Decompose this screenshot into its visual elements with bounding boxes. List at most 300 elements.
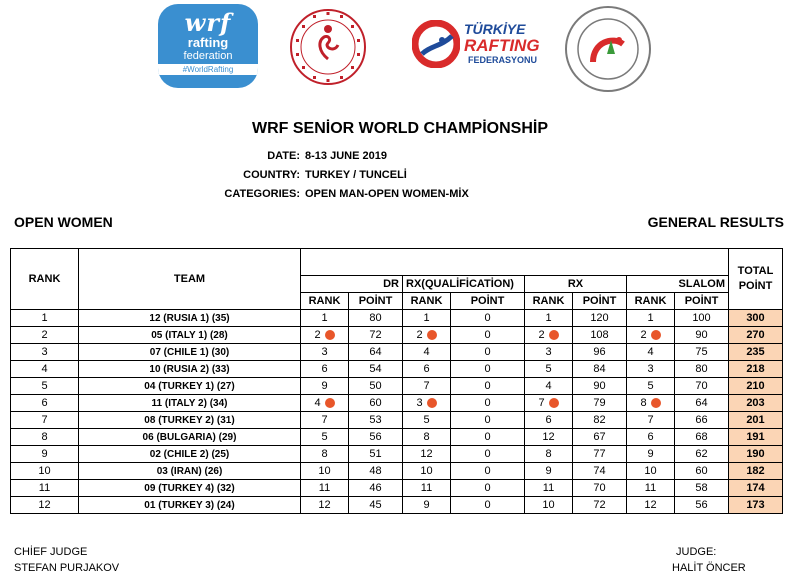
team-cell-text: 02 (CHILE 2) (25) [149, 448, 230, 460]
logo-strip [0, 0, 800, 100]
categories-row [218, 188, 469, 200]
total-cell-text: 270 [746, 329, 765, 341]
rxq-point-cell-text: 0 [484, 397, 491, 409]
dr-point-cell [349, 361, 403, 378]
page-title: WRF SENİOR WORLD CHAMPİONSHİP [252, 120, 548, 137]
slalom-rank-cell-text: 7 [647, 414, 654, 426]
rxq-point-cell-text: 0 [484, 499, 491, 511]
slalom-point-cell-text: 64 [695, 397, 708, 409]
slalom-rank-cell-text: 4 [647, 346, 654, 358]
rx-rank-cell-text: 7 [538, 397, 545, 409]
turkey-rafting-word3: FEDERASYONU [468, 55, 538, 65]
rx-rank-cell [525, 395, 573, 412]
slalom-point-cell-text: 66 [695, 414, 708, 426]
rank-cell-text: 1 [41, 312, 48, 324]
slalom-rank-cell-text: 10 [644, 465, 657, 477]
rx-rank-cell [525, 446, 573, 463]
table-row [11, 480, 783, 497]
slalom-point-cell-text: 75 [695, 346, 708, 358]
total-cell [729, 310, 783, 327]
country-value: TURKEY / TUNCELİ [305, 169, 407, 181]
rxq-point-cell [451, 395, 525, 412]
slalom-rank-cell [627, 327, 675, 344]
rxq-point-cell-text: 0 [484, 312, 491, 324]
rxq-point-cell [451, 463, 525, 480]
rank-cell [11, 310, 79, 327]
rx-point-cell-text: 108 [590, 329, 609, 341]
slalom-rank-cell-text: 5 [647, 380, 654, 392]
total-cell [729, 361, 783, 378]
slalom-rank-cell [627, 344, 675, 361]
slalom-rank-cell-text: 1 [647, 312, 654, 324]
rx-point-cell-text: 82 [593, 414, 606, 426]
rxq-rank-cell [403, 378, 451, 395]
rxq-point-cell [451, 429, 525, 446]
categories-value: OPEN MAN-OPEN WOMEN-MİX [305, 188, 469, 200]
dr-point-cell-text: 48 [369, 465, 382, 477]
slalom-point-cell [675, 361, 729, 378]
rxq-rank-cell [403, 344, 451, 361]
dr-rank-cell [301, 344, 349, 361]
rx-rank-cell [525, 412, 573, 429]
header-rank: RANK [11, 249, 79, 310]
dr-rank-cell [301, 412, 349, 429]
rank-cell-text: 5 [41, 380, 48, 392]
dr-rank-cell-text: 12 [318, 499, 331, 511]
slalom-rank-cell [627, 361, 675, 378]
date-value: 8-13 JUNE 2019 [305, 150, 387, 162]
rxq-rank-cell [403, 310, 451, 327]
header-total-line1: TOTAL [737, 265, 774, 277]
rxq-rank-cell [403, 463, 451, 480]
team-cell-text: 07 (CHILE 1) (30) [149, 346, 230, 358]
table-row [11, 361, 783, 378]
header-dr-rank: RANK [301, 293, 349, 310]
slalom-point-cell [675, 463, 729, 480]
dr-rank-cell [301, 446, 349, 463]
turkey-rafting-logo [412, 18, 542, 78]
slalom-rank-cell [627, 310, 675, 327]
developing-sports-federation-logo [563, 4, 653, 94]
rx-rank-cell [525, 480, 573, 497]
rx-rank-cell [525, 361, 573, 378]
dr-rank-cell [301, 395, 349, 412]
rxq-rank-cell-text: 7 [423, 380, 430, 392]
rxq-rank-cell [403, 446, 451, 463]
dr-rank-cell-text: 2 [314, 329, 321, 341]
dr-rank-cell-text: 10 [318, 465, 331, 477]
rx-point-cell [573, 395, 627, 412]
rx-point-cell-text: 74 [593, 465, 606, 477]
rxq-point-cell-text: 0 [484, 414, 491, 426]
marker-dot [549, 398, 559, 408]
header-group-dr: DR [301, 276, 403, 293]
dr-point-cell-text: 80 [369, 312, 382, 324]
slalom-point-cell [675, 310, 729, 327]
marker-dot [427, 330, 437, 340]
dr-rank-cell [301, 327, 349, 344]
rxq-point-cell [451, 361, 525, 378]
header-total [729, 249, 783, 310]
team-cell-text: 03 (IRAN) (26) [156, 465, 223, 477]
rxq-point-cell [451, 412, 525, 429]
marker-dot [325, 330, 335, 340]
marker-dot [427, 398, 437, 408]
rxq-point-cell-text: 0 [484, 346, 491, 358]
team-cell [79, 310, 301, 327]
slalom-rank-cell-text: 6 [647, 431, 654, 443]
slalom-point-cell [675, 378, 729, 395]
team-cell-text: 05 (ITALY 1) (28) [151, 329, 228, 341]
rxq-point-cell [451, 327, 525, 344]
dr-rank-cell [301, 463, 349, 480]
rxq-rank-cell-text: 10 [420, 465, 433, 477]
rxq-rank-cell-text: 2 [416, 329, 423, 341]
chief-judge-block [14, 544, 119, 575]
rxq-rank-cell-text: 3 [416, 397, 423, 409]
turkey-rafting-word2: RAFTING [464, 36, 540, 55]
slalom-point-cell [675, 429, 729, 446]
dr-point-cell [349, 412, 403, 429]
rx-point-cell-text: 70 [593, 482, 606, 494]
rank-cell [11, 480, 79, 497]
wrf-logo [158, 4, 258, 88]
rxq-point-cell [451, 480, 525, 497]
dr-rank-cell-text: 1 [321, 312, 328, 324]
rx-rank-cell [525, 378, 573, 395]
slalom-rank-cell [627, 463, 675, 480]
slalom-point-cell-text: 56 [695, 499, 708, 511]
dr-rank-cell [301, 480, 349, 497]
dr-point-cell-text: 72 [369, 329, 382, 341]
rx-rank-cell-text: 8 [545, 448, 552, 460]
rank-cell [11, 378, 79, 395]
table-row [11, 378, 783, 395]
marker-dot [325, 398, 335, 408]
rank-cell [11, 361, 79, 378]
rxq-rank-cell [403, 412, 451, 429]
team-cell-text: 09 (TURKEY 4) (32) [144, 482, 235, 494]
judge-block [672, 544, 746, 575]
marker-dot [549, 330, 559, 340]
total-cell-text: 173 [746, 499, 765, 511]
total-cell [729, 429, 783, 446]
rxq-point-cell-text: 0 [484, 448, 491, 460]
slalom-point-cell-text: 90 [695, 329, 708, 341]
rx-rank-cell-text: 12 [542, 431, 555, 443]
dr-point-cell-text: 60 [369, 397, 382, 409]
header-group-rx: RX [525, 276, 627, 293]
rx-rank-cell-text: 6 [545, 414, 552, 426]
slalom-point-cell [675, 395, 729, 412]
rxq-rank-cell-text: 8 [423, 431, 430, 443]
table-row [11, 344, 783, 361]
dr-rank-cell-text: 6 [321, 363, 328, 375]
rx-rank-cell-text: 11 [542, 482, 555, 494]
chief-judge-name: STEFAN PURJAKOV [14, 562, 120, 574]
rx-rank-cell-text: 2 [538, 329, 545, 341]
header-total-line2: POİNT [738, 280, 773, 292]
dr-point-cell-text: 46 [369, 482, 382, 494]
dr-point-cell [349, 395, 403, 412]
team-cell [79, 395, 301, 412]
total-cell [729, 395, 783, 412]
slalom-rank-cell-text: 9 [647, 448, 654, 460]
rx-rank-cell [525, 310, 573, 327]
table-row [11, 429, 783, 446]
dr-rank-cell-text: 9 [321, 380, 328, 392]
dr-point-cell [349, 480, 403, 497]
rxq-rank-cell [403, 497, 451, 514]
team-cell [79, 327, 301, 344]
slalom-point-cell [675, 327, 729, 344]
rxq-rank-cell [403, 327, 451, 344]
rxq-rank-cell [403, 395, 451, 412]
team-cell-text: 06 (BULGARIA) (29) [142, 431, 237, 443]
rxq-rank-cell-text: 6 [423, 363, 430, 375]
rx-rank-cell [525, 463, 573, 480]
slalom-rank-cell [627, 378, 675, 395]
rx-point-cell [573, 327, 627, 344]
rx-point-cell [573, 429, 627, 446]
rxq-rank-cell-text: 12 [420, 448, 433, 460]
rx-rank-cell-text: 10 [542, 499, 555, 511]
rxq-rank-cell-text: 11 [420, 482, 433, 494]
table-row [11, 412, 783, 429]
total-cell-text: 203 [746, 397, 765, 409]
dr-point-cell-text: 45 [369, 499, 382, 511]
rank-cell [11, 344, 79, 361]
ministry-seal-logo [288, 7, 368, 87]
results-table [10, 248, 783, 514]
rx-point-cell [573, 310, 627, 327]
rx-point-cell [573, 446, 627, 463]
table-row [11, 497, 783, 514]
slalom-rank-cell [627, 480, 675, 497]
slalom-rank-cell [627, 497, 675, 514]
rx-point-cell-text: 72 [593, 499, 606, 511]
rank-cell-text: 6 [41, 397, 48, 409]
rank-cell-text: 10 [38, 465, 51, 477]
slalom-rank-cell-text: 8 [640, 397, 647, 409]
rx-point-cell [573, 463, 627, 480]
team-cell [79, 429, 301, 446]
table-body [11, 310, 783, 514]
rxq-point-cell-text: 0 [484, 380, 491, 392]
rxq-point-cell-text: 0 [484, 482, 491, 494]
dr-point-cell [349, 429, 403, 446]
country-label: COUNTRY: [243, 169, 300, 181]
dr-point-cell [349, 463, 403, 480]
slalom-point-cell-text: 68 [695, 431, 708, 443]
header-slalom-rank: RANK [627, 293, 675, 310]
rx-point-cell [573, 344, 627, 361]
section-title-general-results: GENERAL RESULTS [647, 214, 784, 230]
slalom-rank-cell [627, 446, 675, 463]
team-cell-text: 01 (TURKEY 3) (24) [144, 499, 235, 511]
country-row [218, 169, 407, 181]
rxq-rank-cell-text: 9 [423, 499, 430, 511]
rxq-point-cell [451, 378, 525, 395]
wrf-logo-hashtag: #WorldRafting [158, 64, 258, 75]
slalom-point-cell-text: 80 [695, 363, 708, 375]
table-row [11, 395, 783, 412]
slalom-point-cell-text: 60 [695, 465, 708, 477]
dr-point-cell [349, 378, 403, 395]
header-group-rxq: RX(QUALİFİCATİON) [403, 276, 525, 293]
total-cell-text: 201 [746, 414, 765, 426]
team-cell [79, 463, 301, 480]
slalom-rank-cell [627, 395, 675, 412]
slalom-rank-cell-text: 12 [644, 499, 657, 511]
header-rxq-rank: RANK [403, 293, 451, 310]
rx-rank-cell-text: 5 [545, 363, 552, 375]
total-cell-text: 218 [746, 363, 765, 375]
rxq-point-cell-text: 0 [484, 363, 491, 375]
rxq-point-cell [451, 344, 525, 361]
rx-point-cell-text: 77 [593, 448, 606, 460]
rank-cell [11, 395, 79, 412]
slalom-point-cell [675, 412, 729, 429]
rxq-point-cell-text: 0 [484, 431, 491, 443]
total-cell-text: 235 [746, 346, 765, 358]
table-row [11, 446, 783, 463]
slalom-point-cell-text: 62 [695, 448, 708, 460]
turkey-rafting-word1: TÜRKİYE [464, 21, 526, 37]
slalom-rank-cell [627, 412, 675, 429]
marker-dot [651, 398, 661, 408]
rank-cell-text: 11 [38, 482, 51, 494]
dr-rank-cell-text: 7 [321, 414, 328, 426]
rank-cell-text: 3 [41, 346, 48, 358]
dr-rank-cell [301, 310, 349, 327]
team-cell-text: 12 (RUSIA 1) (35) [149, 312, 230, 324]
dr-rank-cell [301, 361, 349, 378]
rank-cell-text: 12 [38, 499, 51, 511]
rxq-rank-cell [403, 361, 451, 378]
rxq-rank-cell [403, 480, 451, 497]
rxq-rank-cell-text: 4 [423, 346, 430, 358]
slalom-rank-cell [627, 429, 675, 446]
dr-rank-cell-text: 5 [321, 431, 328, 443]
dr-point-cell [349, 310, 403, 327]
slalom-rank-cell-text: 11 [644, 482, 657, 494]
rxq-rank-cell-text: 5 [423, 414, 430, 426]
header-spacer [301, 249, 729, 276]
rank-cell [11, 412, 79, 429]
total-cell-text: 191 [746, 431, 765, 443]
team-cell [79, 378, 301, 395]
team-cell [79, 480, 301, 497]
wrf-logo-line1: rafting [187, 35, 229, 50]
total-cell [729, 463, 783, 480]
slalom-point-cell [675, 446, 729, 463]
rank-cell-text: 9 [41, 448, 48, 460]
dr-rank-cell-text: 4 [314, 397, 321, 409]
section-title-open-women: OPEN WOMEN [14, 214, 113, 230]
rx-point-cell [573, 480, 627, 497]
dr-point-cell [349, 497, 403, 514]
wrf-logo-mark: wrf [184, 8, 232, 37]
dr-point-cell-text: 50 [369, 380, 382, 392]
rx-point-cell-text: 79 [593, 397, 606, 409]
team-cell [79, 344, 301, 361]
rx-point-cell-text: 67 [593, 431, 606, 443]
rank-cell-text: 4 [41, 363, 48, 375]
rx-rank-cell [525, 429, 573, 446]
rank-cell-text: 8 [41, 431, 48, 443]
header-group-slalom: SLALOM [627, 276, 729, 293]
slalom-point-cell [675, 344, 729, 361]
rx-point-cell-text: 96 [593, 346, 606, 358]
chief-judge-title: CHİEF JUDGE [14, 546, 88, 558]
rx-point-cell-text: 84 [593, 363, 606, 375]
wrf-logo-line2: federation [183, 50, 233, 62]
total-cell [729, 497, 783, 514]
rxq-rank-cell [403, 429, 451, 446]
rank-cell-text: 7 [41, 414, 48, 426]
rx-rank-cell [525, 344, 573, 361]
rxq-point-cell [451, 310, 525, 327]
rx-point-cell [573, 378, 627, 395]
team-cell [79, 497, 301, 514]
rx-rank-cell-text: 1 [545, 312, 552, 324]
dr-point-cell-text: 64 [369, 346, 382, 358]
total-cell [729, 446, 783, 463]
total-cell [729, 344, 783, 361]
date-row [218, 150, 387, 162]
rx-rank-cell-text: 3 [545, 346, 552, 358]
header-dr-point: POİNT [349, 293, 403, 310]
rx-point-cell [573, 497, 627, 514]
rank-cell [11, 429, 79, 446]
rank-cell [11, 497, 79, 514]
total-cell-text: 190 [746, 448, 765, 460]
header-rx-point: POİNT [573, 293, 627, 310]
total-cell-text: 182 [746, 465, 765, 477]
team-cell [79, 361, 301, 378]
total-cell [729, 327, 783, 344]
dr-rank-cell [301, 497, 349, 514]
slalom-point-cell-text: 100 [692, 312, 711, 324]
total-cell-text: 174 [746, 482, 765, 494]
team-cell-text: 08 (TURKEY 2) (31) [144, 414, 235, 426]
total-cell [729, 412, 783, 429]
table-row [11, 463, 783, 480]
rx-point-cell-text: 120 [590, 312, 609, 324]
rx-point-cell [573, 361, 627, 378]
dr-rank-cell [301, 429, 349, 446]
slalom-point-cell-text: 70 [695, 380, 708, 392]
total-cell [729, 480, 783, 497]
dr-point-cell [349, 344, 403, 361]
slalom-point-cell-text: 58 [695, 482, 708, 494]
rank-cell [11, 463, 79, 480]
rxq-point-cell-text: 0 [484, 465, 491, 477]
table-row [11, 327, 783, 344]
dr-point-cell [349, 327, 403, 344]
total-cell-text: 210 [746, 380, 765, 392]
total-cell [729, 378, 783, 395]
slalom-rank-cell-text: 3 [647, 363, 654, 375]
rxq-point-cell [451, 446, 525, 463]
slalom-point-cell [675, 480, 729, 497]
dr-point-cell [349, 446, 403, 463]
rx-rank-cell-text: 4 [545, 380, 552, 392]
rxq-point-cell-text: 0 [484, 329, 491, 341]
header-rx-rank: RANK [525, 293, 573, 310]
slalom-point-cell [675, 497, 729, 514]
